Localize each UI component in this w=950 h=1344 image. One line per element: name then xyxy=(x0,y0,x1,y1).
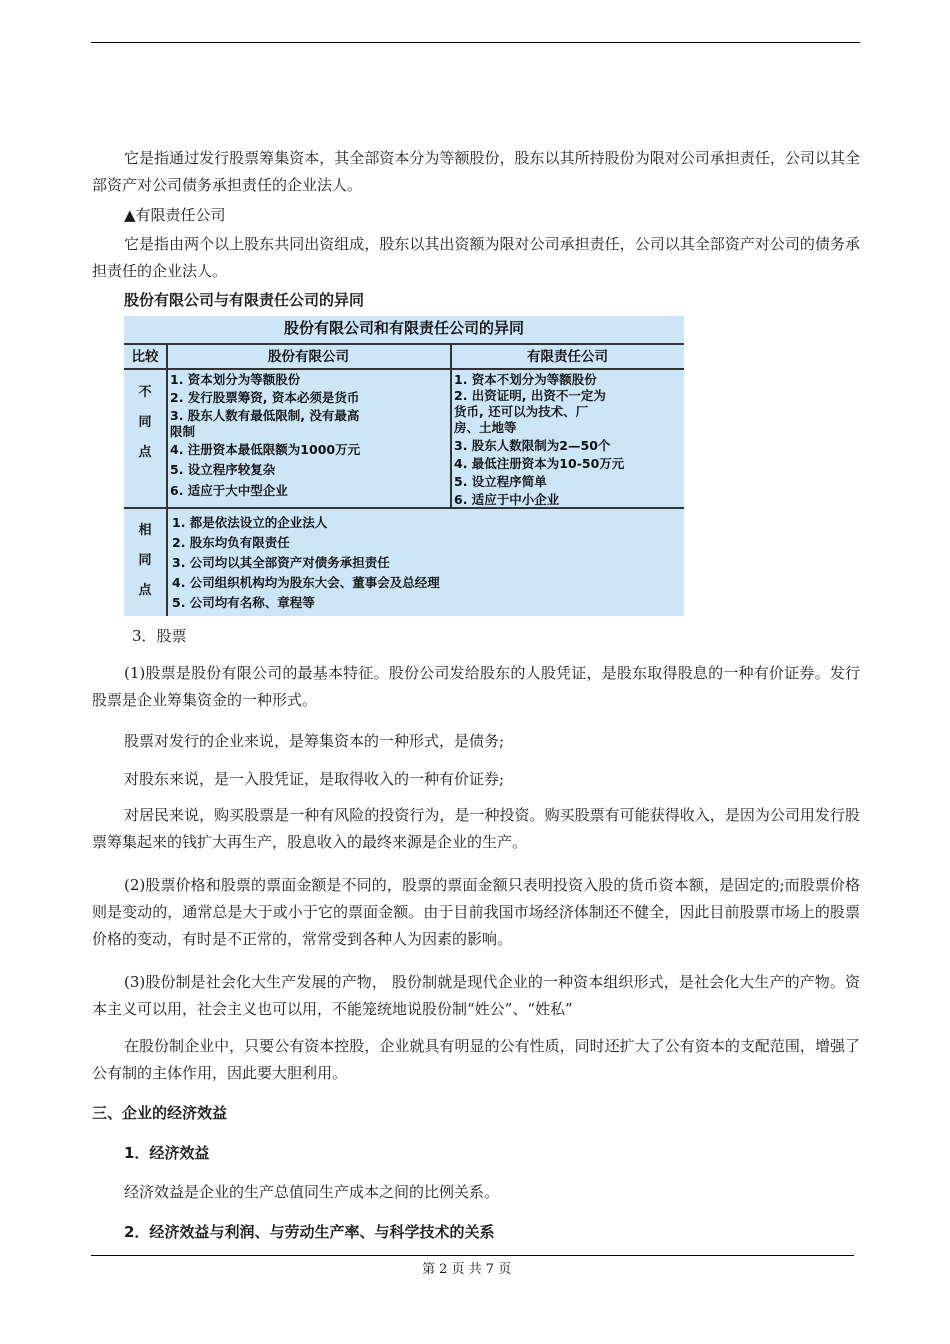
list-item: 货币, 还可以为技术、厂 xyxy=(454,404,589,419)
paragraph-stock-resident: 对居民来说，购买股票是一种有风险的投资行为，是一种投资。购买股票有可能获得收入，是因为公司用发行股票筹集起来的钱扩大再生产，股息收入的最终来源是企业的生产。 xyxy=(92,806,860,851)
list-item: 5. 设立程序简单 xyxy=(454,474,547,489)
list-item: 2. 股东均负有限责任 xyxy=(172,535,290,550)
paragraph-llc-definition: 它是指由两个以上股东共同出资组成，股东以其出资额为限对公司承担责任，公司以其全部资产对公司的债务承担责任的企业法人。 xyxy=(92,235,860,280)
column-header-compare: 比较 xyxy=(131,349,159,365)
section-stock-label: 3．股票 xyxy=(132,627,187,645)
footer-rule xyxy=(91,1255,854,1256)
heading-limited-liability-company: ▲有限责任公司 xyxy=(124,206,226,224)
list-item: 5. 公司均有名称、章程等 xyxy=(172,595,315,610)
column-header-joint-stock: 股份有限公司 xyxy=(268,349,349,365)
paragraph-stock-price: (2)股票价格和股票的票面金额是不同的，股票的票面金额只表明投资入股的货币资本额，是固定的;而股票价格则是变动的，通常总是大于或小于它的票面金额。由于目前我国市场经济体制还不健全，因此目前股票市场上的股票价格的变动，有时是不正常的，常常受到各种人为因素的影响。 xyxy=(92,876,860,948)
subsection-economic-benefit: 1．经济效益 xyxy=(124,1144,210,1162)
llc-differences xyxy=(454,372,624,508)
list-item: 3. 股东人数有最低限制, 没有最高 xyxy=(170,408,360,423)
list-item: 6. 适应于大中型企业 xyxy=(170,483,288,498)
similarities-list xyxy=(172,513,440,613)
paragraph-stock-1: (1)股票是股份有限公司的最基本特征。股份公司发给股东的人股凭证，是股东取得股息的一种有价证券。发行股票是企业筹集资金的一种形式。 xyxy=(92,664,860,709)
paragraph-shareholding-system: (3)股份制是社会化大生产发展的产物， 股份制就是现代企业的一种资本组织形式，是社会化大生产的产物。资本主义可以用，社会主义也可以用，不能笼统地说股份制“姓公”、“姓私” xyxy=(92,973,860,1018)
list-item: 房、土地等 xyxy=(454,420,517,435)
list-item: 2. 出资证明, 出资不一定为 xyxy=(454,388,606,403)
list-item: 2. 发行股票筹资, 资本必须是货币 xyxy=(170,390,360,405)
list-item: 5. 设立程序较复杂 xyxy=(170,462,276,477)
list-item: 6. 适应于中小企业 xyxy=(454,492,560,507)
row-label-similarities: 相 同 点 xyxy=(138,523,152,598)
list-item: 3. 股东人数限制为2—50个 xyxy=(454,438,611,453)
section-title-economic-benefit: 三、企业的经济效益 xyxy=(92,1104,228,1122)
list-item: 4. 公司组织机构均为股东大会、董事会及总经理 xyxy=(172,575,440,590)
paragraph-stock-issuer: 股票对发行的企业来说，是筹集资本的一种形式，是债务; xyxy=(124,732,505,750)
header-rule xyxy=(91,42,860,43)
list-item: 1. 都是依法设立的企业法人 xyxy=(172,515,328,530)
paragraph-economic-benefit-definition: 经济效益是企业的生产总值同生产成本之间的比例关系。 xyxy=(124,1183,500,1201)
subsection-relationships: 2．经济效益与利润、与劳动生产率、与科学技术的关系 xyxy=(124,1223,495,1241)
row-label-differences: 不 同 点 xyxy=(138,385,152,460)
list-item: 4. 最低注册资本为10-50万元 xyxy=(454,456,625,471)
paragraph-public-capital: 在股份制企业中，只要公有资本控股，企业就具有明显的公有性质，同时还扩大了公有资本的支配范围，增强了公有制的主体作用，因此要大胆利用。 xyxy=(92,1037,860,1082)
page-number: 第 2 页 共 7 页 xyxy=(422,1262,512,1277)
paragraph-stock-holder: 对股东来说，是一入股凭证，是取得收入的一种有价证券; xyxy=(124,770,505,788)
comparison-table xyxy=(124,316,684,616)
column-header-llc: 有限责任公司 xyxy=(527,349,608,365)
joint-stock-differences xyxy=(170,372,360,499)
list-item: 3. 公司均以其全部资产对债务承担责任 xyxy=(172,555,390,570)
list-item: 4. 注册资本最低限额为1000万元 xyxy=(170,442,361,457)
table-title: 股份有限公司和有限责任公司的异同 xyxy=(283,319,524,337)
table-caption: 股份有限公司与有限责任公司的异同 xyxy=(124,291,365,309)
list-item: 1. 资本划分为等额股份 xyxy=(170,372,301,387)
list-item: 1. 资本不划分为等额股份 xyxy=(454,372,597,387)
list-item: 限制 xyxy=(170,424,196,439)
paragraph-joint-stock-definition: 它是指通过发行股票筹集资本，其全部资本分为等额股份，股东以其所持股份为限对公司承担责任，公司以其全部资产对公司债务承担责任的企业法人。 xyxy=(92,149,860,194)
